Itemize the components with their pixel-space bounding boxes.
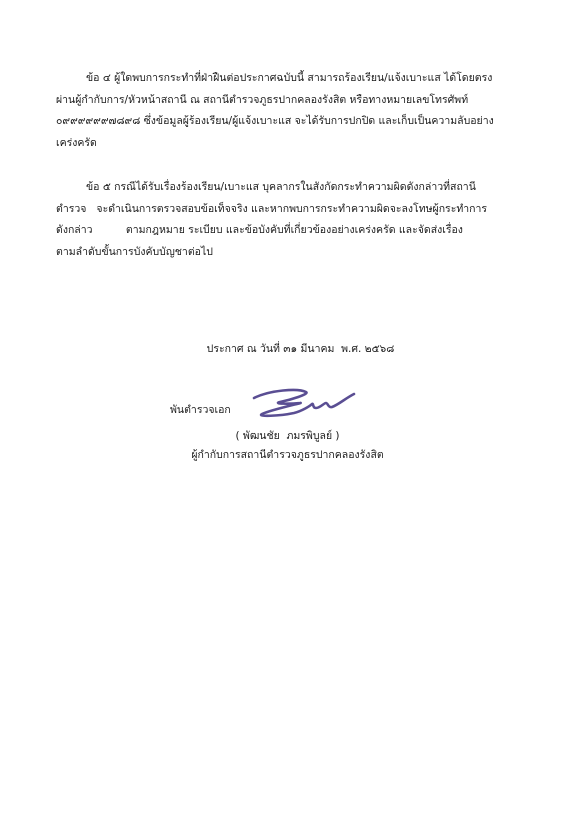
clause-4-line-2: ผ่านผู้กำกับการ/หัวหน้าสถานี ณ สถานีตำรวจภูธรปากคลองรังสิต หรือทางหมายเลขโทรศัพท์ bbox=[56, 93, 469, 106]
signatory-rank: พันตำรวจเอก bbox=[170, 404, 231, 416]
announcement-date: ประกาศ ณ วันที่ ๓๑ มีนาคม พ.ศ. ๒๕๖๘ bbox=[206, 343, 395, 355]
clause-4-line-1: ข้อ ๔ ผู้ใดพบการกระทำที่ฝ่าฝืนต่อประกาศฉบับนี้ สามารถร้องเรียน/แจ้งเบาะแส ได้โดยตรง bbox=[86, 72, 493, 84]
clause-5-paragraph bbox=[56, 177, 528, 263]
clause-4-line-4: เคร่งครัด bbox=[56, 136, 97, 149]
signatory-name: ( พัฒนชัย ภมรพิบูลย์ ) bbox=[235, 430, 340, 442]
clause-5-line-1: ข้อ ๕ กรณีได้รับเรื่องร้องเรียน/เบาะแส บุคลากรในสังกัดกระทำความผิดดังกล่าวที่สถานี bbox=[86, 181, 476, 193]
handwritten-signature bbox=[250, 384, 360, 424]
clause-5-line-2: ตำรวจ จะดำเนินการตรวจสอบข้อเท็จจริง และหากพบการกระทำความผิดจะลงโทษผู้กระทำการ bbox=[56, 202, 488, 215]
clause-4-line-3: ๐๙๙๙๙๙๙๗๘๙๘ ซึ่งข้อมูลผู้ร้องเรียน/ผู้แจ้งเบาะแส จะได้รับการปกปิด และเก็บเป็นความลับอย่าง bbox=[56, 115, 494, 128]
clause-5-line-4: ตามลำดับขั้นการบังคับบัญชาต่อไป bbox=[56, 245, 213, 258]
signatory-position: ผู้กำกับการสถานีตำรวจภูธรปากคลองรังสิต bbox=[191, 449, 384, 461]
clause-4-paragraph bbox=[56, 68, 528, 154]
clause-5-line-3: ดังกล่าว ตามกฎหมาย ระเบียบ และข้อบังคับที่เกี่ยวข้องอย่างเคร่งครัด และจัดส่งเรื่อง bbox=[56, 224, 463, 237]
